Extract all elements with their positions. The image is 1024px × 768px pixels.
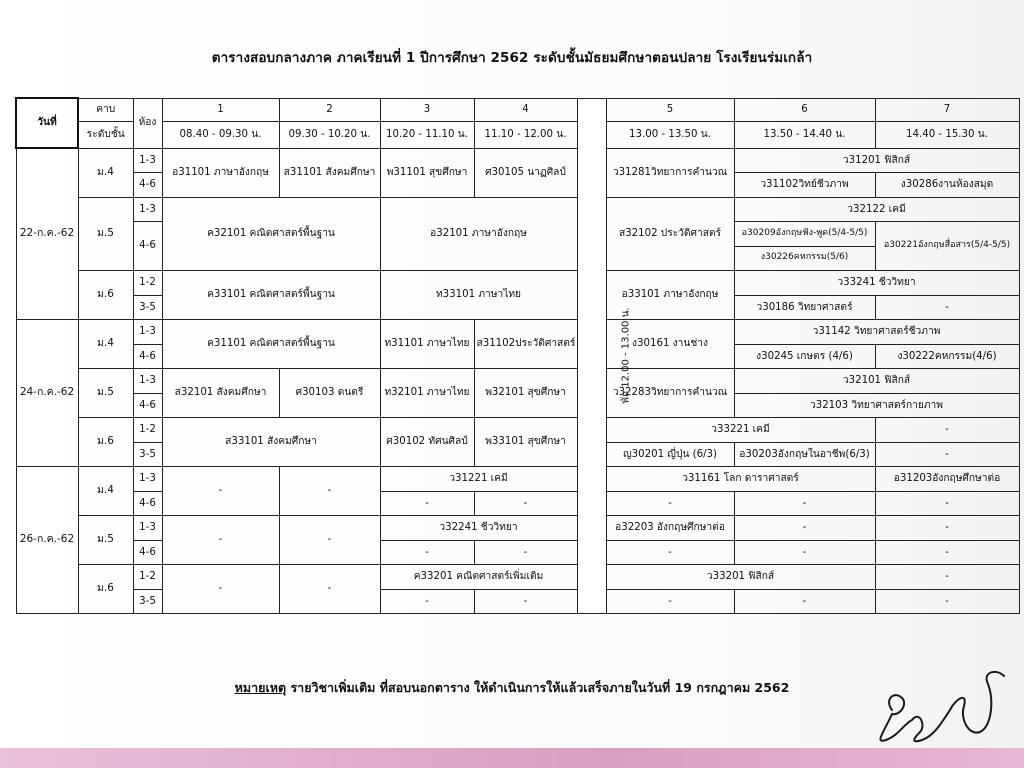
exam-subject: ค33201 คณิตศาสตร์เพิ่มเติม [380, 565, 577, 590]
room-range: 3-5 [133, 442, 162, 467]
exam-subject: ว33221 เคมี [606, 418, 875, 443]
exam-subject: ว31161 โลก ดาราศาสตร์ [606, 467, 875, 492]
grade-level: ม.6 [78, 418, 133, 467]
empty-slot: - [380, 589, 474, 614]
room-range: 1-3 [133, 148, 162, 173]
empty-slot: - [606, 589, 734, 614]
day-header: วันที่ [16, 98, 78, 148]
exam-subject: ว32241 ชีววิทยา [380, 516, 577, 541]
exam-subject: พ31101 สุขศึกษา [380, 148, 474, 197]
room-range: 1-3 [133, 197, 162, 222]
empty-slot: - [279, 565, 380, 614]
period-number: 3 [380, 98, 474, 121]
exam-subject: ค32101 คณิตศาสตร์พื้นฐาน [162, 197, 380, 271]
exam-subject: ท33101 ภาษาไทย [380, 271, 577, 320]
period-time: 13.00 - 13.50 น. [606, 121, 734, 148]
exam-subject: ส32101 สังคมศึกษา [162, 369, 279, 418]
exam-subject: ท31101 ภาษาไทย [380, 320, 474, 369]
empty-slot: - [279, 467, 380, 516]
room-range: 1-2 [133, 271, 162, 296]
exam-subject: ส32102 ประวัติศาสตร์ [606, 197, 734, 271]
exam-subject: ว32283วิทยาการคำนวณ [606, 369, 734, 418]
lunch-break [577, 98, 632, 614]
exam-subject: ว31281วิทยาการคำนวณ [606, 148, 734, 197]
empty-slot: - [162, 565, 279, 614]
exam-subject: ว33241 ชีววิทยา [734, 271, 1019, 296]
table-row [16, 148, 1019, 173]
exam-subject: ส31101 สังคมศึกษา [279, 148, 380, 197]
table-row [16, 369, 1019, 394]
room-range: 3-5 [133, 295, 162, 320]
period-time: 14.40 - 15.30 น. [875, 121, 1019, 148]
empty-slot: - [474, 589, 577, 614]
exam-subject: ง30245 เกษตร (4/6) [734, 344, 875, 369]
header-row-periods [16, 98, 1019, 121]
exam-subject: ว33201 ฟิสิกส์ [606, 565, 875, 590]
exam-subject: อ33101 ภาษาอังกฤษ [606, 271, 734, 320]
room-range: 1-2 [133, 565, 162, 590]
exam-subject: ง30222คหกรรม(4/6) [875, 344, 1019, 369]
empty-slot: - [162, 467, 279, 516]
period-time: 10.20 - 11.10 น. [380, 121, 474, 148]
exam-subject: อ32101 ภาษาอังกฤษ [380, 197, 577, 271]
header-row-times [16, 121, 1019, 148]
room-range: 1-3 [133, 320, 162, 345]
exam-subject: อ32203 อังกฤษศึกษาต่อ [606, 516, 734, 541]
period-time: 13.50 - 14.40 น. [734, 121, 875, 148]
empty-slot: - [875, 516, 1019, 541]
exam-subject: ศ30105 นาฏศิลป์ [474, 148, 577, 197]
room-range: 1-2 [133, 418, 162, 443]
period-time: 08.40 - 09.30 น. [162, 121, 279, 148]
footnote-label: หมายเหตุ [234, 680, 287, 695]
period-number: 6 [734, 98, 875, 121]
empty-slot: - [875, 589, 1019, 614]
exam-subject: ว32103 วิทยาศาสตร์กายภาพ [734, 393, 1019, 418]
empty-slot: - [380, 491, 474, 516]
table-row [16, 418, 1019, 443]
table-row [16, 320, 1019, 345]
room-range: 4-6 [133, 491, 162, 516]
exam-date: 24-ก.ค.-62 [16, 320, 78, 467]
exam-subject: ศ30102 ทัศนศิลป์ [380, 418, 474, 467]
period-number: 5 [606, 98, 734, 121]
table-row [16, 516, 1019, 541]
exam-subject: ค33101 คณิตศาสตร์พื้นฐาน [162, 271, 380, 320]
empty-slot: - [474, 540, 577, 565]
room-range: 1-3 [133, 467, 162, 492]
exam-subject: - [875, 442, 1019, 467]
table-row [16, 565, 1019, 590]
empty-slot: - [875, 565, 1019, 590]
table-row [16, 467, 1019, 492]
empty-slot: - [875, 540, 1019, 565]
grade-level: ม.4 [78, 467, 133, 516]
exam-subject: อ31203อังกฤษศึกษาต่อ [875, 467, 1019, 492]
exam-subject: ญ30201 ญี่ปุ่น (6/3) [606, 442, 734, 467]
grade-level: ม.5 [78, 369, 133, 418]
table-row [16, 271, 1019, 296]
page-title: ตารางสอบกลางภาค ภาคเรียนที่ 1 ปีการศึกษา 2562 ระดับชั้นมัธยมศึกษาตอนปลาย โรงเรียนร่มเกล้า [211, 50, 813, 66]
period-time: 09.30 - 10.20 น. [279, 121, 380, 148]
room-range: 4-6 [133, 222, 162, 271]
exam-subject: ง30226คหกรรม(5/6) [734, 246, 875, 271]
period-number: 1 [162, 98, 279, 121]
exam-subject: ว31102วิทย์ชีวภาพ [734, 173, 875, 198]
background-strip [0, 748, 1024, 768]
empty-slot: - [734, 589, 875, 614]
empty-slot: - [606, 540, 734, 565]
empty-slot: - [279, 516, 380, 565]
exam-subject: อ31101 ภาษาอังกฤษ [162, 148, 279, 197]
exam-subject: ศ30103 ดนตรี [279, 369, 380, 418]
grade-level: ม.5 [78, 516, 133, 565]
period-header: คาบ [78, 98, 133, 121]
period-number: 4 [474, 98, 577, 121]
grade-level: ม.6 [78, 565, 133, 614]
exam-subject: ว31142 วิทยาศาสตร์ชีวภาพ [734, 320, 1019, 345]
room-range: 4-6 [133, 173, 162, 198]
table-row [16, 197, 1019, 222]
handwritten-signature [864, 640, 1014, 750]
exam-subject: - [875, 295, 1019, 320]
room-range: 1-3 [133, 369, 162, 394]
empty-slot: - [875, 491, 1019, 516]
grade-level: ม.4 [78, 320, 133, 369]
level-header: ระดับชั้น [78, 121, 133, 148]
empty-slot: - [606, 491, 734, 516]
grade-level: ม.4 [78, 148, 133, 197]
empty-slot: - [474, 491, 577, 516]
exam-subject: ส31102ประวัติศาสตร์ [474, 320, 577, 369]
period-time: 11.10 - 12.00 น. [474, 121, 577, 148]
exam-subject: อ30209อังกฤษฟัง-พูด(5/4-5/5) [734, 222, 875, 247]
footnote-text: รายวิชาเพิ่มเติม ที่สอบนอกตาราง ให้ดำเนินการให้แล้วเสร็จภายในวันที่ 19 กรกฎาคม 2562 [286, 680, 790, 695]
grade-level: ม.5 [78, 197, 133, 271]
exam-subject: - [875, 418, 1019, 443]
exam-subject: ส33101 สังคมศึกษา [162, 418, 380, 467]
room-range: 1-3 [133, 516, 162, 541]
room-header: ห้อง [133, 98, 162, 148]
empty-slot: - [162, 516, 279, 565]
exam-subject: พ33101 สุขศึกษา [474, 418, 577, 467]
room-range: 4-6 [133, 344, 162, 369]
room-range: 4-6 [133, 540, 162, 565]
room-range: 4-6 [133, 393, 162, 418]
exam-subject: อ30221อังกฤษสื่อสาร(5/4-5/5) [875, 222, 1019, 271]
grade-level: ม.6 [78, 271, 133, 320]
exam-subject: ว32101 ฟิสิกส์ [734, 369, 1019, 394]
empty-slot: - [734, 540, 875, 565]
exam-date: 22-ก.ค.-62 [16, 148, 78, 320]
period-number: 2 [279, 98, 380, 121]
lunch-break-label: พัก 12.00 - 13.00 น. [620, 307, 632, 404]
exam-schedule-table [15, 97, 1020, 614]
exam-subject: ว30186 วิทยาศาสตร์ [734, 295, 875, 320]
exam-subject: ง30161 งานช่าง [606, 320, 734, 369]
period-number: 7 [875, 98, 1019, 121]
exam-date: 26-ก.ค.-62 [16, 467, 78, 614]
exam-subject: พ32101 สุขศึกษา [474, 369, 577, 418]
exam-subject: ง30286งานห้องสมุด [875, 173, 1019, 198]
exam-subject: ว32122 เคมี [734, 197, 1019, 222]
room-range: 3-5 [133, 589, 162, 614]
empty-slot: - [734, 516, 875, 541]
exam-subject: ค31101 คณิตศาสตร์พื้นฐาน [162, 320, 380, 369]
exam-subject: ว31221 เคมี [380, 467, 577, 492]
exam-subject: ท32101 ภาษาไทย [380, 369, 474, 418]
empty-slot: - [734, 491, 875, 516]
exam-subject: อ30203อังกฤษในอาชีพ(6/3) [734, 442, 875, 467]
exam-subject: ว31201 ฟิสิกส์ [734, 148, 1019, 173]
empty-slot: - [380, 540, 474, 565]
